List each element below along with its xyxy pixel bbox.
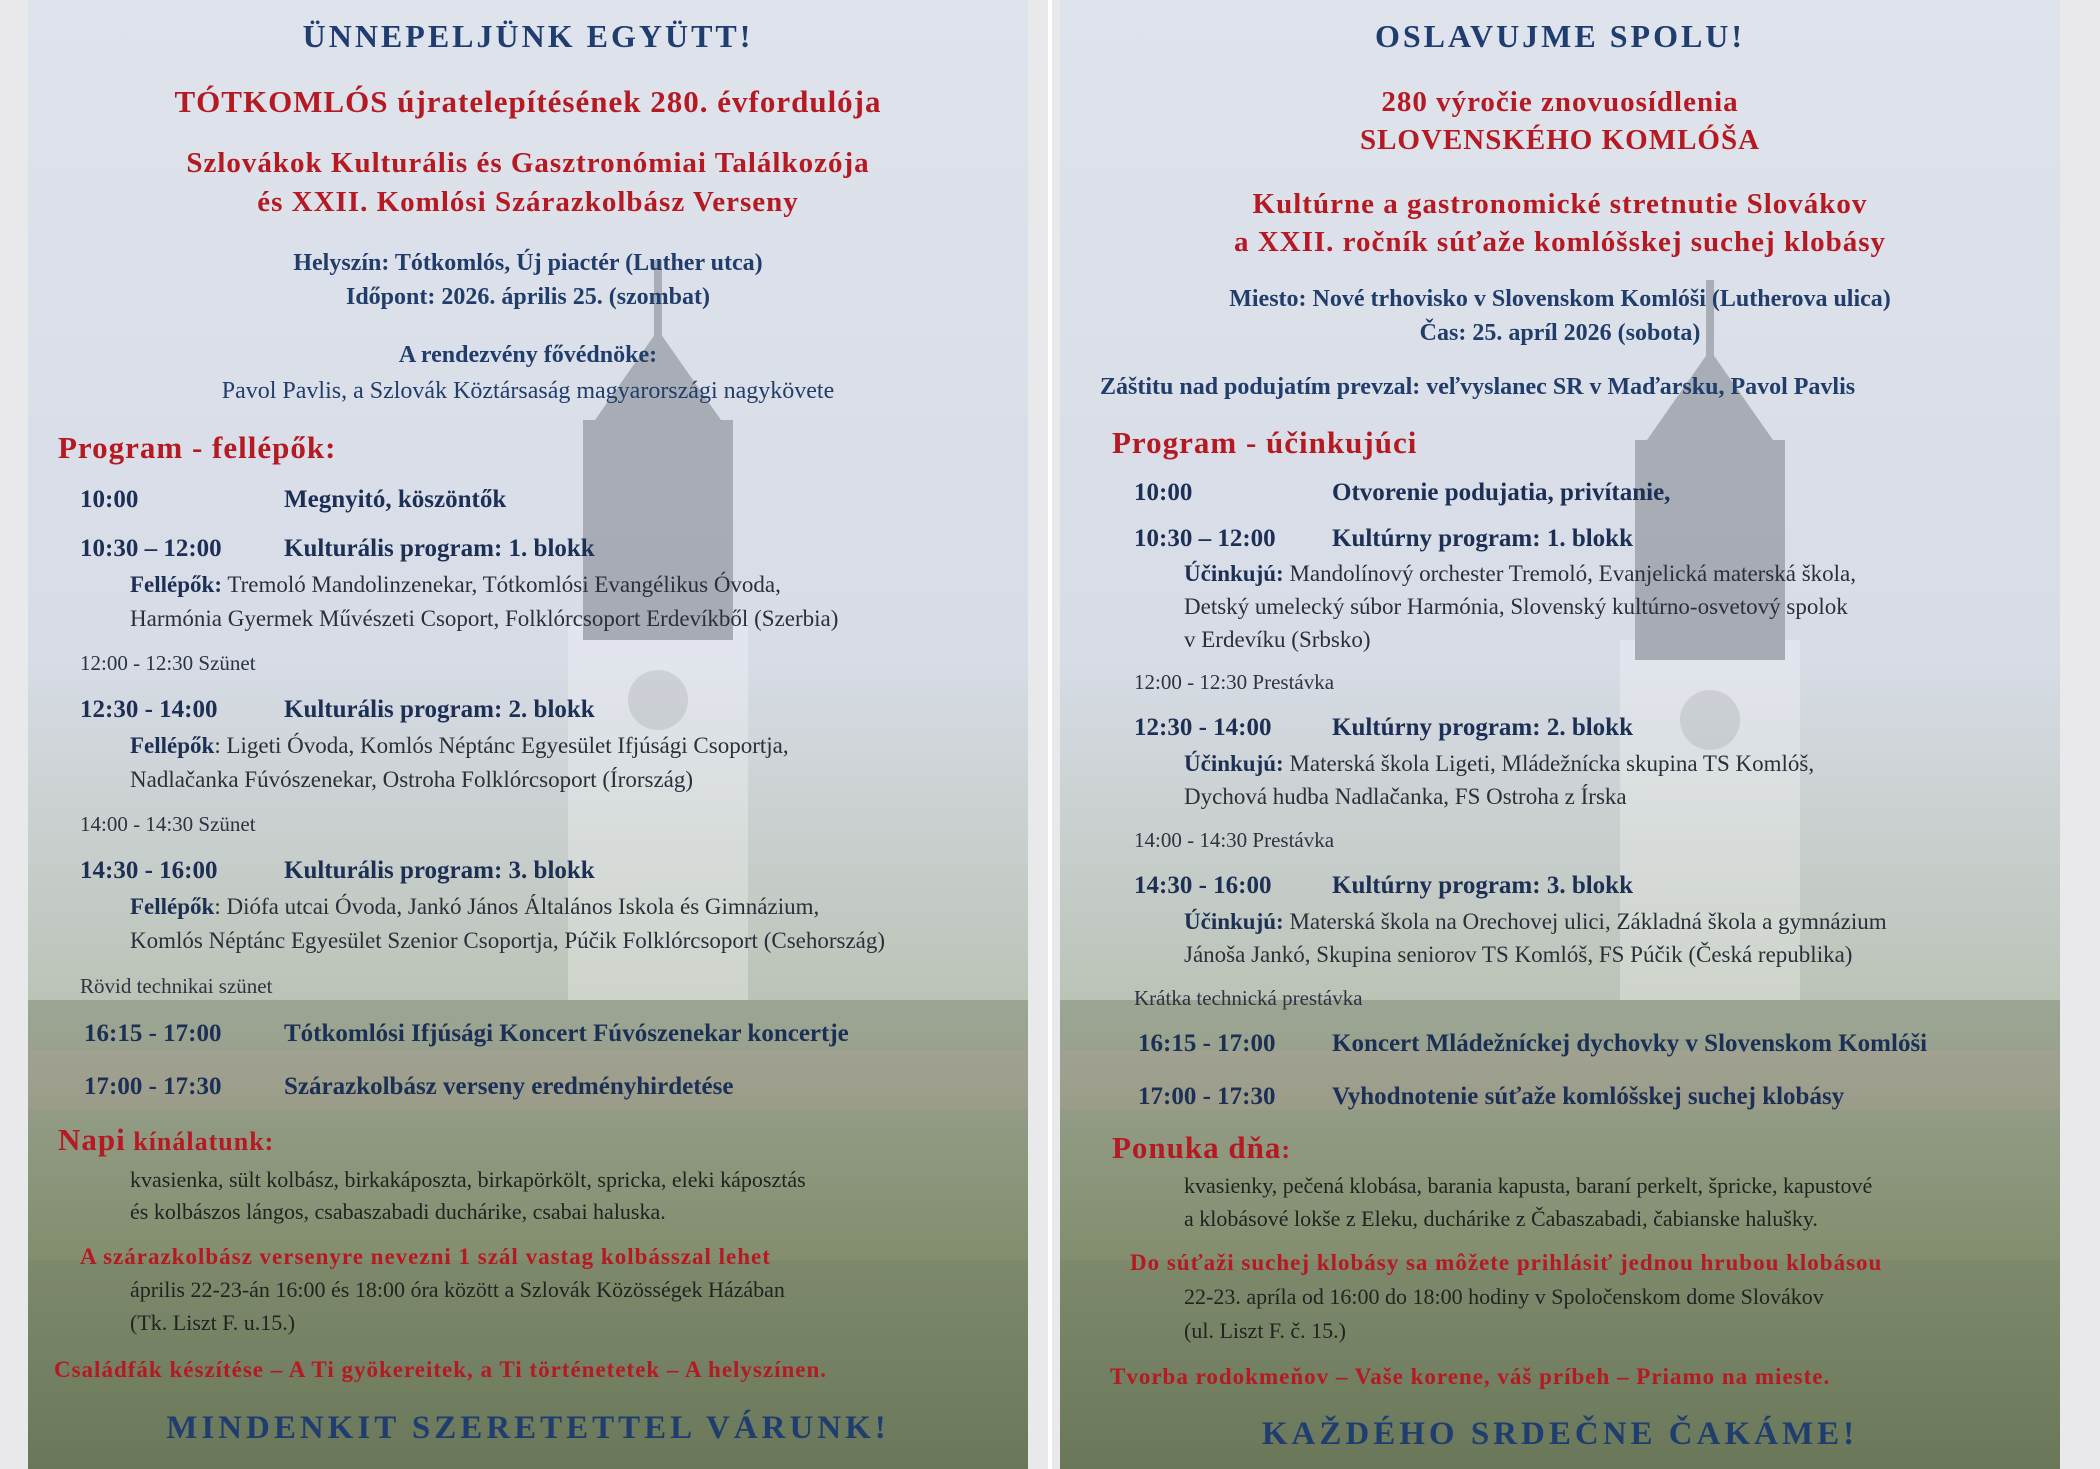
program-time: 14:30 - 16:00	[1134, 872, 1272, 899]
program-time: 14:30 - 16:00	[80, 857, 218, 884]
venue: Miesto: Nové trhovisko v Slovenskom Komlóši (Lutherova ulica)	[1229, 286, 1891, 312]
program-time: 12:30 - 14:00	[1134, 714, 1272, 741]
event-title-line1: Szlovákok Kulturális és Gasztronómiai Találkozója	[186, 147, 870, 179]
event-title-line1: Kultúrne a gastronomické stretnutie Slovákov	[1252, 188, 1868, 220]
program-time: 10:30 – 12:00	[80, 535, 222, 562]
anniversary-title-line2: SLOVENSKÉHO KOMLÓŠA	[1359, 124, 1761, 156]
program-time: 16:15 - 17:00	[84, 1020, 222, 1047]
date: Időpont: 2026. április 25. (szombat)	[345, 284, 711, 310]
program-title: Kultúrny program: 1. blokk	[1332, 525, 1633, 552]
break: 14:00 - 14:30 Prestávka	[1134, 828, 1335, 852]
patron: Pavol Pavlis, a Szlovák Köztársaság magyarországi nagykövete	[221, 378, 835, 404]
program-heading: Program - účinkujúci	[1112, 425, 1418, 460]
performers-line: Účinkujú: Materská škola na Orechovej ulici, Základná škola a gymnázium	[1184, 909, 1887, 934]
date: Čas: 25. apríl 2026 (sobota)	[1419, 320, 1701, 346]
patron: Záštitu nad podujatím prevzal: veľvyslanec SR v Maďarsku, Pavol Pavlis	[1100, 374, 1856, 400]
performers-label: Fellépők	[130, 733, 215, 758]
performers-line: Jánoša Jankó, Skupina seniorov TS Komlóš, FS Púčik (Česká republika)	[1184, 942, 1853, 967]
family-tree-note: Családfák készítése – A Ti gyökereitek, a Ti történetetek – A helyszínen.	[54, 1357, 828, 1382]
break: Krátka technická prestávka	[1134, 986, 1363, 1010]
performers-line: Komlós Néptánc Egyesület Szenior Csoportja, Púčik Folklórcsoport (Csehország)	[130, 928, 886, 953]
break: 12:00 - 12:30 Szünet	[80, 651, 256, 675]
offer-heading: Ponuka dňa:	[1112, 1130, 1292, 1165]
program-title: Otvorenie podujatia, privítanie,	[1332, 479, 1671, 506]
heading: OSLAVUJME SPOLU!	[1374, 18, 1746, 54]
hungarian-poster	[28, 0, 1028, 1469]
program-title: Tótkomlósi Ifjúsági Koncert Fúvószenekar koncertje	[284, 1020, 849, 1047]
contest-line: április 22-23-án 16:00 és 18:00 óra között a Szlovák Közösségek Házában	[130, 1277, 785, 1302]
performers-label: Účinkujú:	[1184, 561, 1284, 586]
performers-line: Fellépők: Tremoló Mandolinzenekar, Tótkomlósi Evangélikus Óvoda,	[130, 572, 781, 597]
program-title: Kulturális program: 2. blokk	[284, 696, 595, 723]
contest-heading: Do súťaži suchej klobásy sa môžete prihlásiť jednou hrubou klobásou	[1130, 1250, 1883, 1275]
program-title: Kulturális program: 3. blokk	[284, 857, 595, 884]
performers-line: Dychová hudba Nadlačanka, FS Ostroha z Írska	[1184, 784, 1627, 809]
performers-line: Účinkujú: Mandolínový orchester Tremoló, Evanjelická materská škola,	[1184, 561, 1857, 586]
program-time: 10:00	[1134, 479, 1193, 506]
program-heading: Program - fellépők:	[58, 430, 337, 465]
performers-label: Účinkujú:	[1184, 751, 1284, 776]
offer-line: és kolbászos lángos, csabaszabadi duchárike, csabai haluska.	[130, 1199, 666, 1224]
contest-line: (Tk. Liszt F. u.15.)	[130, 1310, 296, 1335]
contest-line: (ul. Liszt F. č. 15.)	[1184, 1318, 1346, 1343]
divider	[1048, 0, 1052, 1469]
break: 12:00 - 12:30 Prestávka	[1134, 670, 1335, 694]
program-time: 12:30 - 14:00	[80, 696, 218, 723]
offer-heading: Napi kínálatunk:	[58, 1122, 275, 1157]
break: Rövid technikai szünet	[80, 974, 273, 998]
event-title-line2: és XXII. Komlósi Szárazkolbász Verseny	[257, 186, 799, 218]
performers-label: Fellépők:	[130, 572, 222, 597]
offer-line: kvasienky, pečená klobása, barania kapusta, baraní perkelt, špricke, kapustové	[1184, 1173, 1873, 1198]
program-title: Vyhodnotenie súťaže komlóšskej suchej klobásy	[1332, 1083, 1845, 1110]
performers-label: Fellépők	[130, 894, 215, 919]
program-title: Kulturális program: 1. blokk	[284, 535, 595, 562]
performers-line: Účinkujú: Materská škola Ligeti, Mládežnícka skupina TS Komlóš,	[1184, 751, 1815, 776]
program-time: 16:15 - 17:00	[1138, 1030, 1276, 1057]
program-time: 17:00 - 17:30	[1138, 1083, 1276, 1110]
program-title: Kultúrny program: 3. blokk	[1332, 872, 1633, 899]
program-time: 17:00 - 17:30	[84, 1073, 222, 1100]
program-title: Szárazkolbász verseny eredményhirdetése	[284, 1073, 734, 1100]
program-title: Koncert Mládežníckej dychovky v Slovenskom Komlóši	[1332, 1030, 1928, 1057]
heading: ÜNNEPELJÜNK EGYÜTT!	[302, 18, 754, 54]
footer: MINDENKIT SZERETETTEL VÁRUNK!	[166, 1410, 890, 1446]
event-title-line2: a XXII. ročník súťaže komlóšskej suchej klobásy	[1233, 226, 1887, 258]
contest-line: 22-23. apríla od 16:00 do 18:00 hodiny v Spoločenskom dome Slovákov	[1184, 1284, 1824, 1309]
footer: KAŽDÉHO SRDEČNE ČAKÁME!	[1261, 1416, 1859, 1452]
anniversary-title: TÓTKOMLÓS újratelepítésének 280. évfordulója	[174, 84, 882, 119]
venue: Helyszín: Tótkomlós, Új piactér (Luther utca)	[293, 250, 763, 276]
performers-line: Fellépők: Diófa utcai Óvoda, Jankó János Általános Iskola és Gimnázium,	[130, 894, 820, 919]
performers-line: Detský umelecký súbor Harmónia, Slovenský kultúrno-osvetový spolok	[1184, 594, 1848, 619]
family-tree-note: Tvorba rodokmeňov – Vaše korene, váš príbeh – Priamo na mieste.	[1110, 1364, 1831, 1389]
performers-line: v Erdevíku (Srbsko)	[1184, 627, 1371, 652]
program-time: 10:00	[80, 486, 139, 513]
anniversary-title-line1: 280 výročie znovuosídlenia	[1381, 86, 1739, 118]
performers-line: Harmónia Gyermek Művészeti Csoport, Folklórcsoport Erdevíkből (Szerbia)	[130, 606, 839, 631]
offer-line: a klobásové lokše z Eleku, duchárike z Čabaszabadi, čabianske halušky.	[1184, 1206, 1818, 1231]
break: 14:00 - 14:30 Szünet	[80, 812, 256, 836]
slovak-poster	[1060, 0, 2060, 1469]
offer-line: kvasienka, sült kolbász, birkakáposzta, birkapörkölt, spricka, eleki káposztás	[130, 1167, 806, 1192]
patron-label: A rendezvény fővédnöke:	[398, 342, 658, 368]
program-title: Megnyitó, köszöntők	[284, 486, 507, 513]
contest-heading: A szárazkolbász versenyre nevezni 1 szál vastag kolbásszal lehet	[80, 1244, 771, 1269]
performers-line: Nadlačanka Fúvószenekar, Ostroha Folklórcsoport (Írország)	[130, 767, 694, 792]
performers-line: Fellépők: Ligeti Óvoda, Komlós Néptánc Egyesület Ifjúsági Csoportja,	[130, 733, 789, 758]
program-time: 10:30 – 12:00	[1134, 525, 1276, 552]
performers-label: Účinkujú:	[1184, 909, 1284, 934]
program-title: Kultúrny program: 2. blokk	[1332, 714, 1633, 741]
